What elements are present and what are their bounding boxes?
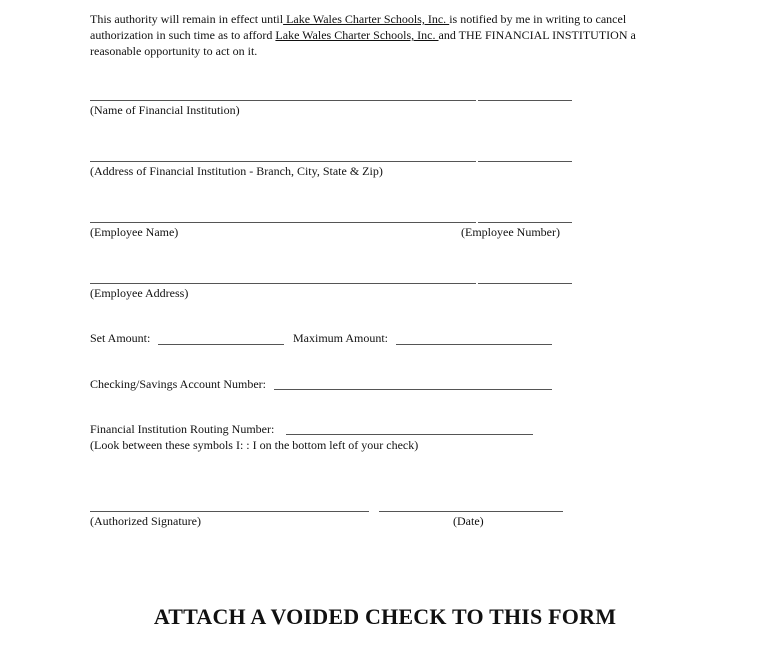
- date-label: (Date): [453, 514, 484, 528]
- institution-name-label: (Name of Financial Institution): [90, 103, 240, 117]
- maximum-amount-label: Maximum Amount:: [293, 331, 389, 345]
- signature-line[interactable]: [90, 511, 369, 512]
- set-amount-field[interactable]: [158, 344, 284, 345]
- employee-name-label: (Employee Name): [90, 225, 179, 239]
- employee-address-line[interactable]: [90, 283, 476, 284]
- employee-name-line[interactable]: [90, 222, 476, 223]
- institution-address-label: (Address of Financial Institution - Branch, City, State & Zip): [90, 164, 383, 178]
- authorization-text: and THE FINANCIAL INSTITUTION a: [438, 28, 636, 42]
- date-line[interactable]: [379, 511, 563, 512]
- account-number-label: Checking/Savings Account Number:: [90, 377, 266, 391]
- institution-name-line-extension[interactable]: [478, 100, 572, 101]
- authorization-text: is notified by me in writing to cancel: [449, 12, 627, 26]
- organization-name: Lake Wales Charter Schools, Inc.: [283, 12, 450, 26]
- authorization-text: authorization in such time as to afford: [90, 28, 273, 42]
- authorization-text: This authority will remain in effect until: [90, 12, 284, 26]
- account-number-field[interactable]: [274, 389, 552, 390]
- set-amount-label: Set Amount:: [90, 331, 151, 345]
- authorization-line-2: [90, 27, 636, 43]
- employee-number-label: (Employee Number): [461, 225, 560, 239]
- institution-address-line-extension[interactable]: [478, 161, 572, 162]
- institution-address-line[interactable]: [90, 161, 476, 162]
- routing-number-hint: (Look between these symbols I: : I on the bottom left of your check): [90, 438, 419, 452]
- organization-name: Lake Wales Charter Schools, Inc.: [275, 28, 439, 42]
- authorization-line-1: [90, 11, 626, 27]
- routing-number-field[interactable]: [286, 434, 533, 435]
- institution-name-line[interactable]: [90, 100, 476, 101]
- authorization-line-3: reasonable opportunity to act on it.: [90, 44, 258, 58]
- employee-address-line-extension[interactable]: [478, 283, 572, 284]
- routing-number-label: Financial Institution Routing Number:: [90, 422, 275, 436]
- maximum-amount-field[interactable]: [396, 344, 552, 345]
- signature-label: (Authorized Signature): [90, 514, 201, 528]
- employee-address-label: (Employee Address): [90, 286, 189, 300]
- employee-number-line[interactable]: [478, 222, 572, 223]
- voided-check-instruction: ATTACH A VOIDED CHECK TO THIS FORM: [153, 604, 617, 629]
